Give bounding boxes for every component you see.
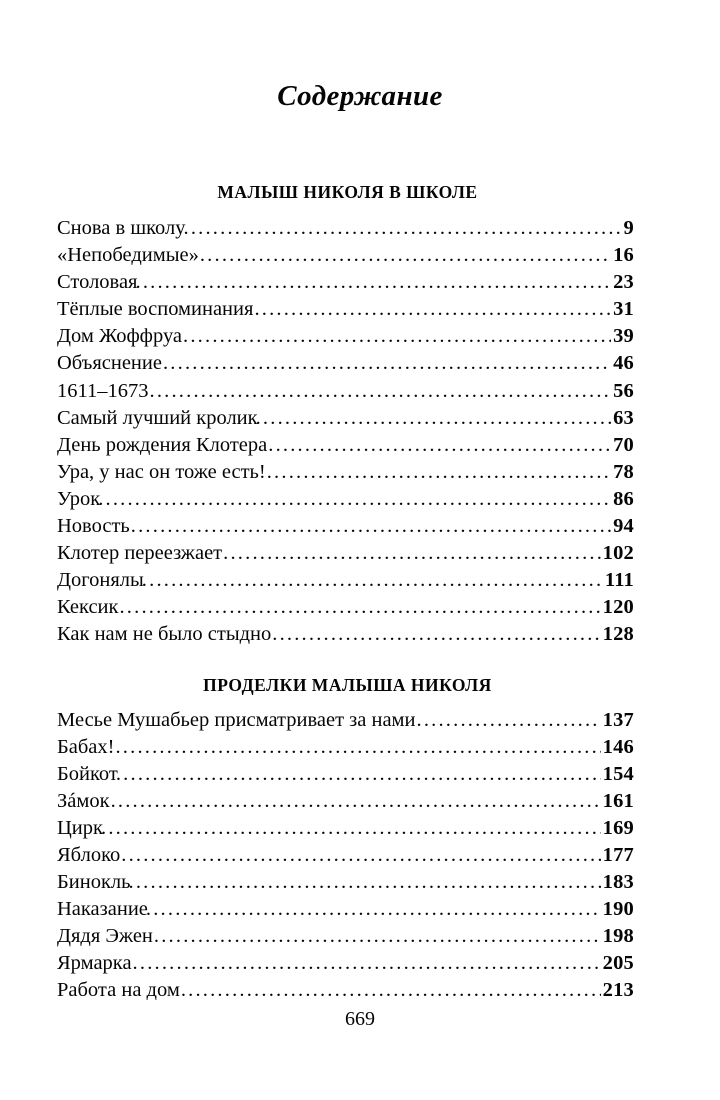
- toc-entry-title: 1611–1673: [57, 379, 149, 402]
- dot-leader: [268, 432, 611, 459]
- toc-entry[interactable]: [57, 513, 634, 540]
- dot-leader: [272, 621, 600, 648]
- toc-entry-title: Дом Жоффруа: [57, 325, 183, 348]
- toc-entry-title: Наказание: [57, 898, 148, 921]
- toc-entry[interactable]: [57, 621, 634, 648]
- toc-entry-title: Новость: [57, 515, 130, 538]
- toc-entry[interactable]: [57, 242, 634, 269]
- toc-entry-page-number: 39: [613, 325, 634, 348]
- dot-leader: [129, 869, 601, 896]
- dot-leader: [131, 513, 611, 540]
- toc-entry-title: Дядя Эжен: [57, 925, 153, 948]
- toc-entry-page-number: 146: [602, 735, 634, 758]
- dot-leader: [256, 405, 611, 432]
- toc-entry[interactable]: [57, 869, 634, 896]
- dot-leader: [254, 296, 611, 323]
- toc-entry-title: Ура, у нас он тоже есть!: [57, 460, 266, 483]
- toc-entry-page-number: 154: [602, 762, 634, 785]
- dot-leader: [163, 350, 611, 377]
- toc-entry[interactable]: [57, 215, 634, 242]
- dot-leader: [111, 788, 601, 815]
- toc-entry-title: Цирк: [57, 816, 103, 839]
- toc-entry[interactable]: [57, 923, 634, 950]
- section-heading: ПРОДЕЛКИ МАЛЫША НИКОЛЯ: [203, 674, 492, 695]
- section-heading: МАЛЫШ НИКОЛЯ В ШКОЛЕ: [217, 182, 478, 202]
- toc-section: [57, 178, 634, 649]
- toc-entry-title: Столовая: [57, 271, 138, 294]
- dot-leader: [417, 707, 601, 734]
- toc-entry-title: Месье Мушабьер присматривает за нами: [57, 708, 416, 731]
- dot-leader: [115, 734, 600, 761]
- toc-entry[interactable]: [57, 269, 634, 296]
- page-title: Содержание: [277, 80, 443, 112]
- toc-entry-page-number: 137: [602, 708, 634, 731]
- dot-leader: [119, 594, 600, 621]
- toc-entry-title: Снова в школу: [57, 217, 186, 239]
- toc-entry-page-number: 183: [602, 871, 634, 894]
- toc-entry-page-number: 169: [602, 816, 634, 839]
- toc-entry-title: Догонялы: [57, 569, 144, 592]
- toc-entry-page-number: 94: [613, 515, 634, 538]
- toc-entry[interactable]: [57, 788, 634, 815]
- toc-entry-page-number: 177: [602, 843, 634, 866]
- toc-entry-title: День рождения Клотера: [57, 433, 268, 456]
- toc-entry-title: Зáмок: [57, 789, 110, 812]
- toc-entry[interactable]: [57, 977, 634, 1004]
- toc-entry-title: Работа на дом: [57, 979, 180, 1002]
- toc-entry-page-number: 120: [602, 596, 634, 619]
- toc-entry[interactable]: [57, 540, 634, 567]
- toc-entry-page-number: 70: [613, 433, 634, 456]
- dot-leader: [223, 540, 601, 567]
- toc-entry-page-number: 9: [623, 217, 634, 239]
- dot-leader: [133, 950, 601, 977]
- toc-entry[interactable]: [57, 707, 634, 734]
- toc-entry-page-number: 128: [602, 623, 634, 646]
- toc-entry-page-number: 111: [604, 569, 634, 592]
- dot-leader: [121, 842, 600, 869]
- dot-leader: [154, 923, 601, 950]
- toc-entry-page-number: 86: [613, 487, 634, 510]
- toc-entry-title: Бинокль: [57, 871, 131, 894]
- toc-entry-page-number: 102: [602, 542, 634, 565]
- toc-entry-page-number: 56: [613, 379, 634, 402]
- dot-leader: [136, 269, 612, 296]
- toc-entry-title: Тёплые воспоминания: [57, 298, 254, 321]
- dot-leader: [98, 486, 611, 513]
- toc-entry-title: Бабах!: [57, 735, 115, 758]
- dot-leader: [142, 567, 603, 594]
- toc-entry-page-number: 23: [613, 271, 634, 294]
- toc-entry-page-number: 31: [613, 298, 634, 321]
- dot-leader: [200, 242, 611, 269]
- page-folio: 669: [345, 1008, 375, 1030]
- toc-entry-list: [57, 707, 634, 1005]
- dot-leader: [146, 896, 601, 923]
- toc-entry[interactable]: [57, 432, 634, 459]
- toc-entry-title: Самый лучший кролик: [57, 406, 258, 429]
- toc-entry[interactable]: [57, 459, 634, 486]
- toc-entry[interactable]: [57, 323, 634, 350]
- toc-entry[interactable]: [57, 950, 634, 977]
- toc-entry[interactable]: [57, 896, 634, 923]
- toc-entry-list: [57, 215, 634, 649]
- toc-entry[interactable]: [57, 815, 634, 842]
- dot-leader: [181, 977, 601, 1004]
- toc-entry-page-number: 205: [602, 952, 634, 975]
- toc-entry-page-number: 198: [602, 925, 634, 948]
- toc-entry[interactable]: [57, 842, 634, 869]
- toc-entry-title: Ярмарка: [57, 952, 132, 975]
- toc-entry[interactable]: [57, 405, 634, 432]
- toc-entry-page-number: 63: [613, 406, 634, 429]
- dot-leader: [184, 215, 622, 242]
- toc-entry[interactable]: [57, 761, 634, 788]
- toc-entry[interactable]: [57, 296, 634, 323]
- toc-entry-title: Объяснение: [57, 352, 162, 375]
- toc-entry-title: «Непобедимые»: [57, 244, 199, 267]
- toc-entry-title: Бойкот: [57, 762, 118, 785]
- dot-leader: [116, 761, 601, 788]
- toc-entry-title: Кексик: [57, 596, 119, 619]
- toc-section: [57, 671, 634, 1005]
- toc-entry-title: Клотер переезжает: [57, 542, 223, 565]
- toc-entry-page-number: 190: [602, 898, 634, 921]
- toc-entry[interactable]: [57, 486, 634, 513]
- toc-entry-page-number: 213: [602, 979, 634, 1002]
- toc-entry-title: Яблоко: [57, 843, 121, 866]
- toc-entry[interactable]: [57, 378, 634, 405]
- toc-entry[interactable]: [57, 734, 634, 761]
- toc-content: [57, 178, 634, 1005]
- dot-leader: [267, 459, 611, 486]
- toc-entry[interactable]: [57, 350, 634, 377]
- toc-entry-title: Урок: [57, 487, 101, 510]
- dot-leader: [101, 815, 601, 842]
- toc-entry-page-number: 161: [602, 789, 634, 812]
- toc-entry[interactable]: [57, 594, 634, 621]
- toc-entry-page-number: 46: [613, 352, 634, 375]
- dot-leader: [183, 323, 611, 350]
- toc-entry-page-number: 78: [613, 460, 634, 483]
- toc-entry[interactable]: [57, 567, 634, 594]
- toc-entry-title: Как нам не было стыдно: [57, 623, 272, 646]
- toc-entry-page-number: 16: [613, 244, 634, 267]
- dot-leader: [150, 378, 612, 405]
